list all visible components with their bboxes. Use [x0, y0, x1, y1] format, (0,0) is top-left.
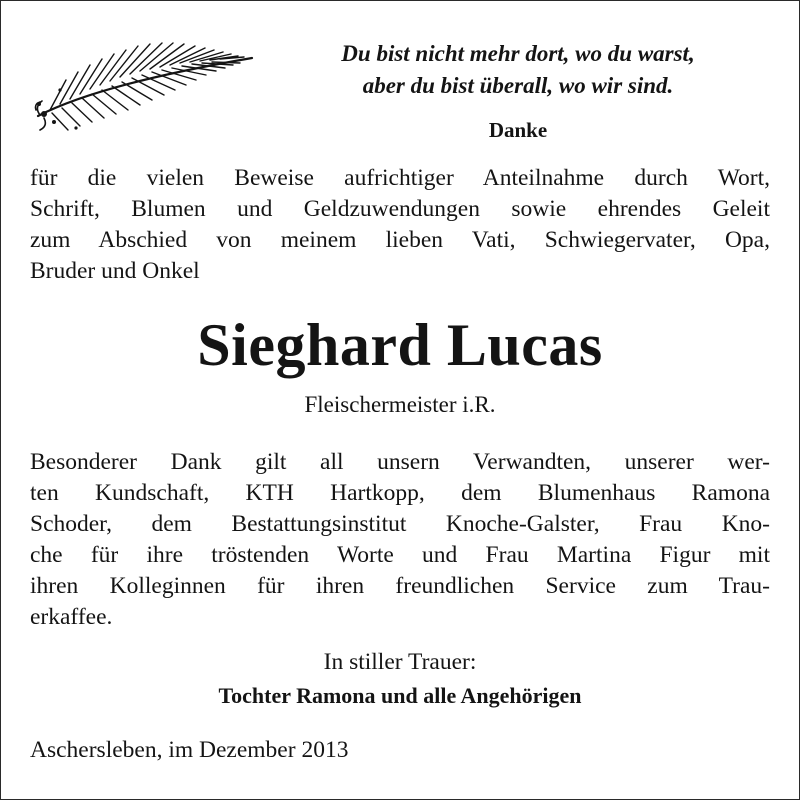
- quote-line-1: Du bist nicht mehr dort, wo du warst,: [341, 41, 695, 66]
- special-thanks-line: Besonderer Dank gilt all unsern Verwandten, unserer wer-: [30, 449, 770, 475]
- deceased-name: Sieghard Lucas: [197, 312, 603, 378]
- intro-line: Schrift, Blumen und Geldzuwendungen sowie ehrendes Geleit: [30, 196, 770, 222]
- intro-line: für die vielen Beweise aufrichtiger Anteilnahme durch Wort,: [30, 165, 770, 191]
- mourning-intro: In stiller Trauer:: [323, 649, 477, 675]
- special-thanks-line: ten Kundschaft, KTH Hartkopp, dem Blumenhaus Ramona: [30, 480, 770, 506]
- deceased-occupation: Fleischermeister i.R.: [304, 392, 496, 417]
- thanks-heading: Danke: [488, 118, 548, 142]
- intro-line: zum Abschied von meinem lieben Vati, Schwiegervater, Opa,: [30, 227, 770, 253]
- quote-line-2: aber du bist überall, wo wir sind.: [362, 73, 674, 98]
- special-thanks-line: erkaffee.: [30, 604, 113, 630]
- special-thanks-line: Schoder, dem Bestattungsinstitut Knoche-Galster, Frau Kno-: [30, 511, 770, 537]
- palm-branch-icon: [30, 18, 262, 133]
- special-thanks-line: che für ihre tröstenden Worte und Frau Martina Figur mit: [30, 542, 770, 568]
- mourners-names: Tochter Ramona und alle Angehörigen: [218, 683, 582, 708]
- intro-line: Bruder und Onkel: [30, 258, 200, 284]
- place-and-date: Aschersleben, im Dezember 2013: [30, 737, 349, 763]
- special-thanks-line: ihren Kolleginnen für ihren freundlichen Service zum Trau-: [30, 573, 770, 599]
